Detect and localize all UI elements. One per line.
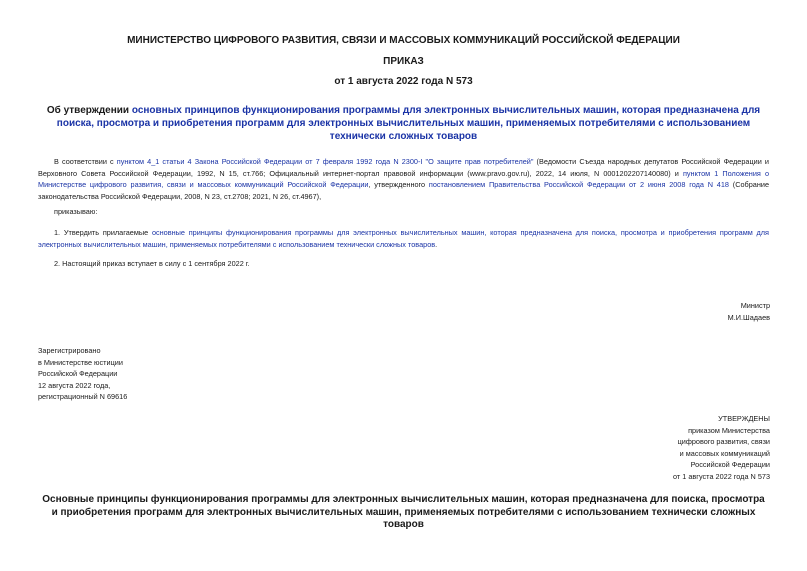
ministry-heading: МИНИСТЕРСТВО ЦИФРОВОГО РАЗВИТИЯ, СВЯЗИ И МАССОВЫХ КОММУНИКАЦИЙ РОССИЙСКОЙ ФЕДЕРАЦИИ: [127, 35, 680, 46]
preamble-paragraph: [38, 156, 769, 202]
subject-link[interactable]: основных принципов функционирования программы для электронных вычислительных машин, которая предназначена для поиска, просмотра и приобретения программ для электронных вычислительных машин, применяемых потребителями с использованием технически сложных товаров: [56, 105, 761, 142]
approval-line: приказом Министерства: [688, 425, 770, 435]
approval-line: от 1 августа 2022 года N 573: [673, 471, 770, 481]
approval-block: [550, 413, 770, 482]
approval-line: Российской Федерации: [690, 460, 770, 469]
approval-line: УТВЕРЖДЕНЫ: [718, 414, 770, 423]
approval-line: цифрового развития, связи: [677, 437, 770, 446]
registration-block: [38, 345, 238, 403]
annex-title: Основные принципы функционирования программы для электронных вычислительных машин, которая предназначена для поиска, просмотра и приобретения программ для электронных вычислительных машин, применяемых потребителями с использованием технически сложных товаров: [42, 494, 765, 530]
government-resolution-link[interactable]: постановлением Правительства Российской Федерации от 2 июня 2008 года N 418: [428, 180, 729, 189]
document-type: ПРИКАЗ: [383, 56, 424, 67]
minister-name: М.И.Шадаев: [727, 312, 770, 322]
preamble-text-1: В соответствии с: [54, 157, 117, 166]
order-word: приказываю:: [54, 207, 98, 216]
registration-line: Зарегистрировано: [38, 346, 101, 355]
signature-block: [570, 300, 770, 323]
item-1-end: .: [435, 239, 438, 249]
ministry-regulation-link[interactable]: пунктом 1 Положения о Министерстве цифрового развития, связи и массовых коммуникаций Российской Федерации: [38, 168, 769, 189]
order-subject: [30, 104, 777, 143]
consumer-law-link[interactable]: пунктом 4_1 статьи 4 Закона Российской Федерации от 7 февраля 1992 года N 2300-I "О защите прав потребителей": [116, 157, 534, 166]
registration-line: 12 августа 2022 года,: [38, 380, 111, 390]
minister-title: Министр: [740, 301, 770, 310]
preamble-text-3: , утвержденного: [368, 180, 429, 189]
registration-line: регистрационный N 69616: [38, 392, 128, 401]
principles-link[interactable]: основные принципы функционирования программы для электронных вычислительных машин, которая предназначена для поиска, просмотра и приобретения программ для электронных вычислительных машин, применяемых потребителями с использованием технически сложных товаров: [38, 228, 769, 249]
item-2-paragraph: 2. Настоящий приказ вступает в силу с 1 сентября 2022 г.: [54, 259, 250, 268]
registration-line: в Министерстве юстиции: [38, 357, 123, 367]
preamble-text-4: (Собрание законодательства Российской Федерации, 2008, N 23, ст.2708; 2021, N 26, ст.4967),: [38, 180, 770, 201]
subject-prefix: Об утверждении: [46, 105, 132, 116]
approval-line: и массовых коммуникаций: [679, 448, 770, 458]
order-date-number: от 1 августа 2022 года N 573: [334, 76, 473, 87]
preamble-text-2: (Ведомости Съезда народных депутатов Российской Федерации и Верховного Совета Российской Федерации, 1992, N 15, ст.766; Официальный интернет-портал правовой информации (www.pravo.gov.ru), 2022, 14 июля, N 0001202207140080) и: [38, 157, 770, 178]
registration-line: Российской Федерации: [38, 369, 118, 378]
item-1-text: 1. Утвердить прилагаемые: [54, 228, 152, 237]
item-1-paragraph: [38, 227, 769, 250]
